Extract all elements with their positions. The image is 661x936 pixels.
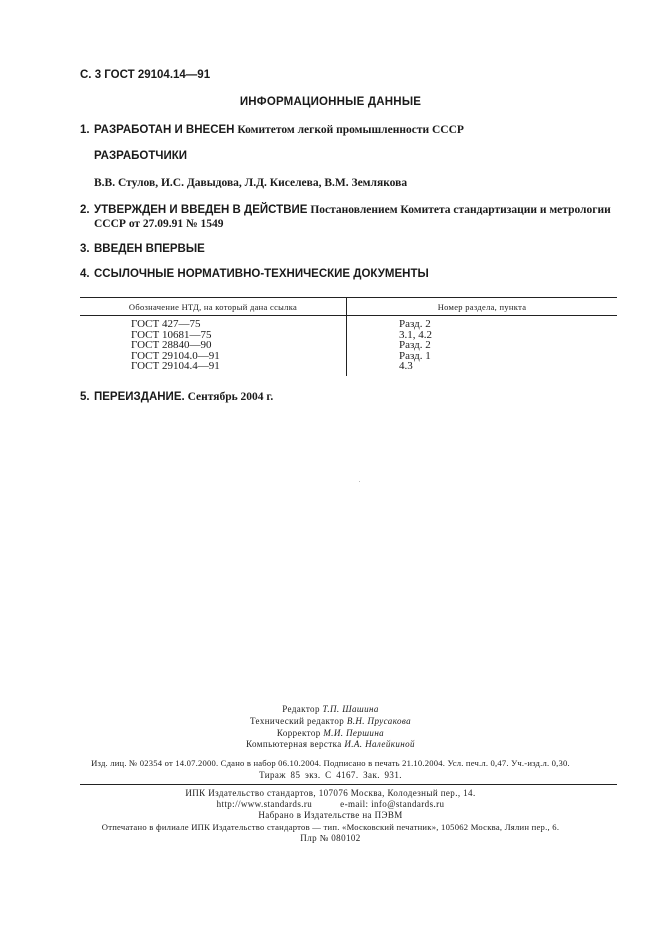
section-cell: Разд. 2 (399, 339, 431, 352)
typeset-note: Набрано в Издательстве на ПЭВМ (258, 810, 403, 820)
divider-line (80, 784, 617, 785)
section-heading: УТВЕРЖДЕН И ВВЕДЕН В ДЕЙСТВИЕ (94, 204, 308, 216)
section-cell: Разд. 1 (399, 349, 431, 362)
section-2-line2: СССР от 27.09.91 № 1549 (94, 218, 224, 230)
ntd-cell: ГОСТ 29104.4—91 (80, 361, 347, 376)
section-1 (80, 124, 464, 136)
corrector-name: М.И. Першина (323, 728, 385, 738)
column-header-ntd: Обозначение НТД, на который дана ссылка (80, 298, 347, 316)
tech-editor-name: В.Н. Прусакова (346, 716, 412, 726)
publisher-address: ИПК Издательство стандартов, 107076 Москва, Колодезный пер., 14. (185, 788, 476, 798)
section-text: Постановлением Комитета стандартизации и метрологии (307, 204, 611, 216)
section-heading: ССЫЛОЧНЫЕ НОРМАТИВНО-ТЕХНИЧЕСКИЕ ДОКУМЕНТЫ (94, 268, 429, 280)
section-number: 5. (80, 391, 90, 403)
layout-label: Компьютерная верстка (246, 739, 345, 749)
section-heading: ВВЕДЕН ВПЕРВЫЕ (94, 243, 205, 255)
editor-name: Т.П. Шашина (322, 704, 379, 714)
ntd-cell: ГОСТ 427—75 (80, 316, 347, 330)
section-number: 2. (80, 204, 90, 216)
page-header: С. 3 ГОСТ 29104.14—91 (80, 69, 211, 81)
imprint-tech-editor (0, 716, 661, 726)
section-3 (80, 243, 205, 255)
table-row (80, 316, 617, 330)
section-2 (80, 204, 611, 216)
print-run: Тираж 85 экз. С 4167. Зак. 931. (259, 770, 402, 780)
section-heading: ПЕРЕИЗДАНИЕ. (94, 391, 185, 403)
section-heading: РАЗРАБОТАН И ВНЕСЕН (94, 124, 235, 136)
ntd-cell: ГОСТ 28840—90 (80, 340, 347, 351)
publication-details: Изд. лиц. № 02354 от 14.07.2000. Сдано в набор 06.10.2004. Подписано в печать 21.10.2004. Усл. печ.л. 0,47. Уч.-изд.л. 0,30. (91, 758, 570, 768)
section-number: 3. (80, 243, 90, 255)
section-cell: Разд. 2 (399, 318, 431, 330)
ntd-reference-table (80, 297, 617, 376)
section-number: 4. (80, 268, 90, 280)
email-link: e-mail: info@standards.ru (340, 799, 445, 809)
ntd-cell: ГОСТ 29104.0—91 (80, 351, 347, 362)
corrector-label: Корректор (276, 728, 324, 738)
printed-note: Отпечатано в филиале ИПК Издательство стандартов — тип. «Московский печатник», 105062 Москва, Лялин пер., 6. (101, 822, 560, 832)
layout-name: И.А. Налейкиной (344, 739, 415, 749)
imprint-layout (0, 739, 661, 749)
developers-label: РАЗРАБОТЧИКИ (94, 150, 187, 162)
ntd-cell: ГОСТ 10681—75 (80, 330, 347, 341)
scan-speck (359, 481, 360, 482)
section-5 (80, 391, 273, 403)
website-link: http://www.standards.ru (216, 799, 313, 809)
section-text: Комитетом легкой промышленности СССР (234, 124, 464, 136)
document-title: ИНФОРМАЦИОННЫЕ ДАННЫЕ (239, 96, 422, 108)
section-cell: 3.1, 4.2 (399, 328, 432, 341)
table-row (80, 361, 617, 376)
imprint-corrector (0, 728, 661, 738)
imprint-editor (0, 704, 661, 714)
editor-label: Редактор (282, 704, 323, 714)
plr-number: Плр № 080102 (300, 833, 361, 843)
section-cell: 4.3 (399, 360, 413, 373)
section-number: 1. (80, 124, 90, 136)
section-4 (80, 268, 429, 280)
publisher-contacts (0, 799, 661, 809)
section-text: Сентябрь 2004 г. (184, 391, 274, 403)
column-header-section: Номер раздела, пункта (347, 298, 618, 316)
developers-list: В.В. Стулов, И.С. Давыдова, Л.Д. Киселева, В.М. Землякова (94, 177, 408, 189)
tech-editor-label: Технический редактор (249, 716, 347, 726)
table-header-row (80, 298, 617, 316)
